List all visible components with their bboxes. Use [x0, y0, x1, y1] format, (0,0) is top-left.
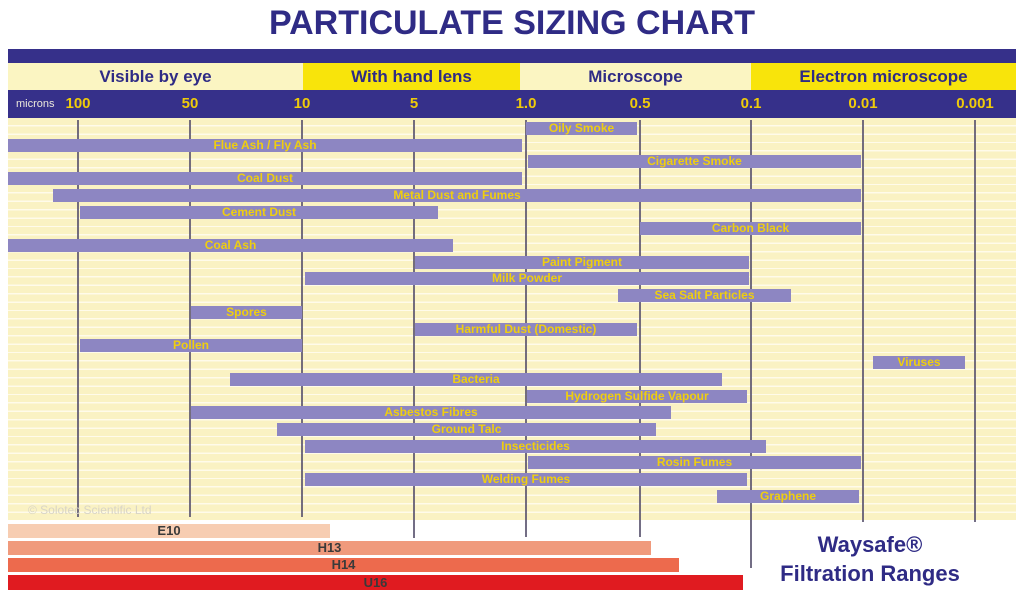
particle-bar	[8, 239, 453, 252]
scale-tick-label: 50	[181, 95, 199, 112]
particle-bar	[640, 222, 861, 235]
scale-tick-label: 1.0	[515, 95, 537, 112]
particle-bar-label: Cigarette Smoke	[647, 154, 742, 169]
waysafe-subtitle: Filtration Ranges	[780, 561, 960, 586]
filtration-bar-label: H14	[331, 557, 356, 572]
particle-bar	[305, 473, 747, 486]
particle-bar-label: Insecticides	[501, 438, 570, 453]
particle-bar-label: Rosin Fumes	[656, 455, 733, 470]
particle-bar	[191, 306, 302, 319]
method-segment-label: Electron microscope	[799, 66, 968, 86]
particle-bar	[80, 206, 438, 219]
filtration-bar	[8, 541, 651, 555]
microns-unit-label: microns	[16, 98, 55, 110]
particle-bar	[526, 122, 637, 135]
particle-bar-label: Coal Ash	[204, 238, 257, 253]
particle-bar	[277, 423, 656, 436]
particle-bar	[8, 139, 522, 152]
particle-bar	[191, 406, 671, 419]
particle-bar-label: Paint Pigment	[541, 254, 622, 269]
particle-bar-label: Viruses	[897, 355, 941, 370]
particle-bar-label: Ground Talc	[431, 421, 502, 436]
page-title: PARTICULATE SIZING CHART	[268, 4, 756, 42]
filtration-bar-label: E10	[157, 523, 181, 538]
gridline	[862, 120, 864, 522]
gridline	[974, 120, 976, 522]
particle-bar-label: Flue Ash / Fly Ash	[213, 137, 317, 152]
particle-bar-label: Carbon Black	[711, 221, 790, 236]
particle-bar	[527, 390, 747, 403]
particle-bar-label: Coal Dust	[236, 171, 293, 186]
scale-tick-label: 10	[293, 95, 311, 112]
particle-bar-label: Graphene	[759, 488, 816, 503]
particle-bar	[305, 440, 766, 453]
particle-bar	[717, 490, 859, 503]
particle-bar	[8, 172, 522, 185]
particle-bar-label: Harmful Dust (Domestic)	[455, 321, 597, 336]
particle-bar-label: Milk Powder	[491, 271, 562, 286]
waysafe-filtration-ranges-label	[745, 531, 995, 589]
filtration-bar-label: U16	[363, 574, 388, 590]
particle-bar-label: Oily Smoke	[548, 121, 615, 135]
particle-bar	[415, 323, 637, 336]
particle-bar-label: Bacteria	[452, 371, 500, 386]
method-segment	[520, 63, 751, 90]
particle-bar-label: Cement Dust	[221, 204, 296, 219]
scale-tick-label: 0.5	[629, 95, 651, 112]
method-segment-label: Visible by eye	[99, 66, 212, 86]
particle-bar	[528, 155, 861, 168]
particle-bar-label: Sea Salt Particles	[654, 288, 755, 303]
copyright-watermark: © Solotec Scientific Ltd	[28, 503, 152, 517]
method-segment-label: Microscope	[588, 66, 683, 86]
filtration-bar	[8, 558, 679, 572]
method-segment	[8, 63, 303, 90]
particle-bar-label: Hydrogen Sulfide Vapour	[565, 388, 709, 403]
scale-tick-label: 0.01	[848, 95, 878, 112]
method-segment-label: With hand lens	[351, 66, 472, 86]
particle-bar	[873, 356, 965, 369]
waysafe-brand: Waysafe®	[817, 532, 923, 557]
method-segment	[303, 63, 520, 90]
particle-bar	[230, 373, 722, 386]
particle-bar	[415, 256, 749, 269]
scale-tick-label: 0.001	[956, 95, 994, 112]
particle-bar	[80, 339, 302, 352]
particle-bar-label: Metal Dust and Fumes	[393, 187, 521, 202]
scale-tick-label: 5	[409, 95, 419, 112]
filtration-bar	[8, 524, 330, 538]
particle-bar-label: Asbestos Fibres	[384, 405, 478, 420]
particle-bar-label: Pollen	[172, 338, 209, 353]
scale-tick-label: 0.1	[740, 95, 762, 112]
particle-bar-label: Welding Fumes	[481, 472, 571, 487]
particle-bar-label: Spores	[226, 304, 267, 319]
filtration-bar	[8, 575, 743, 590]
particle-bar	[528, 456, 861, 469]
particle-bar	[53, 189, 861, 202]
filtration-bar-label: H13	[317, 540, 342, 555]
method-segment	[751, 63, 1016, 90]
particle-bar	[618, 289, 791, 302]
particle-bar	[305, 272, 749, 285]
scale-tick-label: 100	[65, 95, 91, 112]
